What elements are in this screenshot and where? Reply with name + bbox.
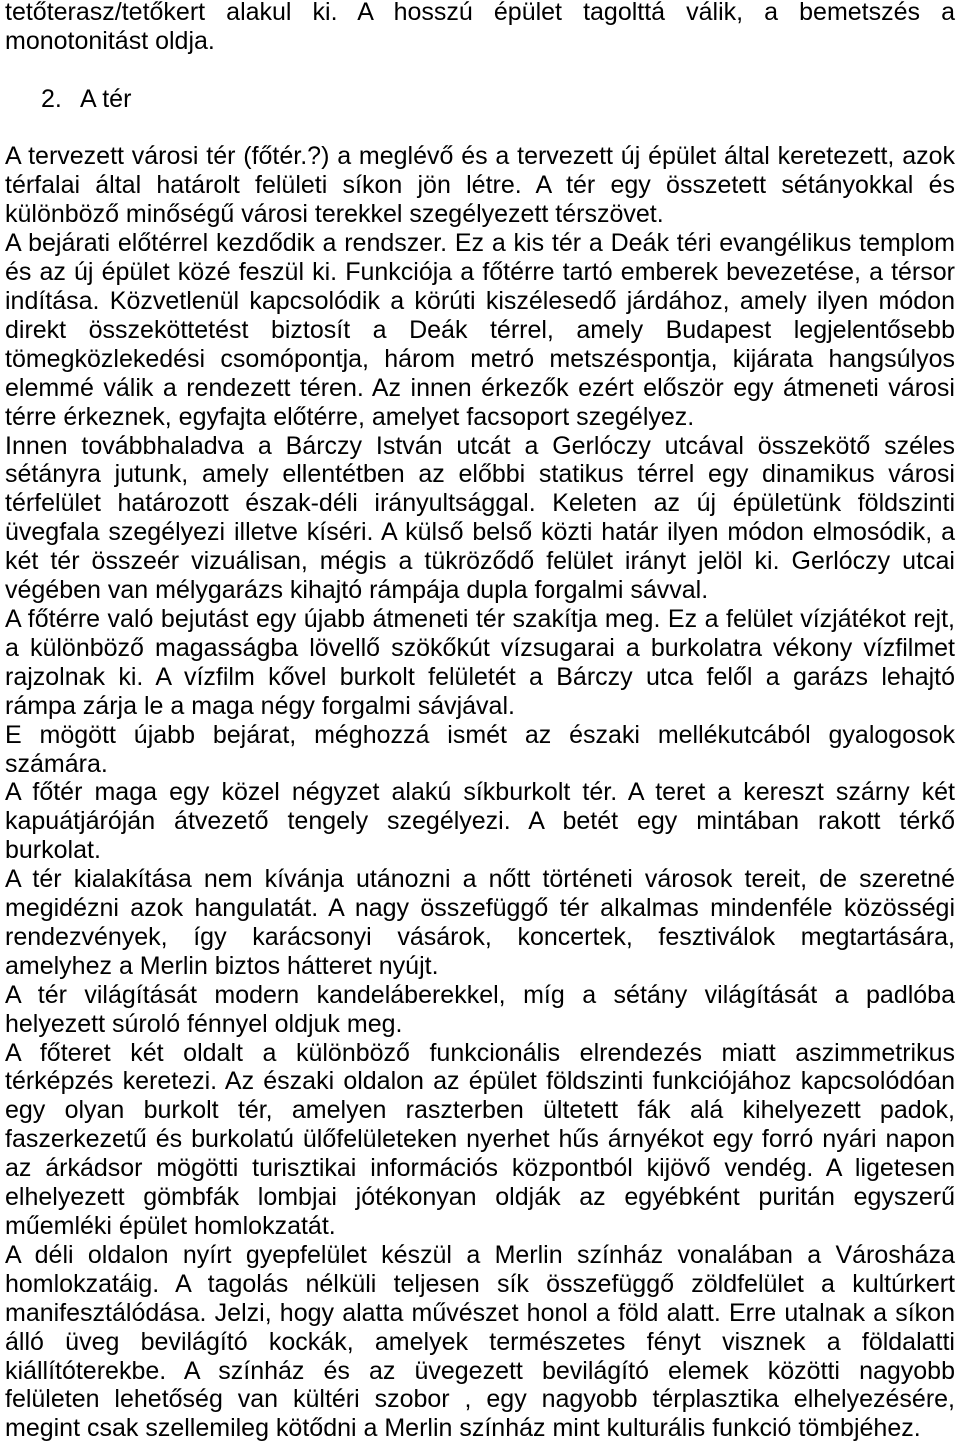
- text-line: rajzolnak ki. A vízfilm kővel burkolt felületét a Bárczy utca felől a garázs lehajtó: [5, 662, 955, 691]
- text-line: egy olyan burkolt tér, amelyen raszterben ültetett fák alá kihelyezett padok,: [5, 1096, 955, 1125]
- text-line: megint csak szellemileg kötődni a Merlin színház mint kulturális funkció tömbjéhez.: [5, 1414, 921, 1443]
- paragraph-continued: [5, 0, 955, 56]
- text-line: A bejárati előtérrel kezdődik a rendszer. Ez a kis tér a Deák téri evangélikus templom: [5, 229, 955, 258]
- text-line: A főtér maga egy közel négyzet alakú síkburkolt tér. A teret a kereszt szárny két: [5, 778, 955, 807]
- text-line: amelyhez a Merlin biztos hátteret nyújt.: [5, 951, 439, 980]
- text-line: rendezvények, így karácsonyi vásárok, koncertek, fesztiválok megtartására,: [5, 922, 955, 951]
- text-line: A tér világítását modern kandeláberekkel, míg a sétány világítását a padlóba: [5, 980, 955, 1009]
- text-line: tetőterasz/tetőkert alakul ki. A hosszú épület tagolttá válik, a bemetszés a: [5, 0, 955, 26]
- paragraph: [5, 432, 955, 605]
- paragraph: [5, 981, 955, 1039]
- text-line: E mögött újabb bejárat, méghozzá ismét az északi mellékutcából gyalogosok: [5, 720, 955, 749]
- text-line: Innen továbbhaladva a Bárczy István utcát a Gerlóczy utcával összekötő széles: [5, 431, 955, 460]
- text-line: A tervezett városi tér (főtér.?) a meglévő és a tervezett új épület által keretezett, azok: [5, 142, 955, 171]
- text-line: térfelület határozott észak-déli irányultsággal. Keleten az új épületünk földszinti: [5, 489, 955, 518]
- blank-line: [5, 114, 955, 143]
- text-line: rámpa zárja le a maga négy forgalmi sávjával.: [5, 691, 515, 720]
- text-line: burkolat.: [5, 836, 101, 865]
- text-line: felületen lehetőség van kültéri szobor , egy nagyobb térplasztika elhelyezésére,: [5, 1385, 955, 1414]
- text-line: elhelyezett gömbfák lombjai jótékonyan oldják az egyébként puritán egyszerű: [5, 1183, 955, 1212]
- text-line: megidézni azok hangulatát. A nagy összefüggő tér alkalmas mindenféle közösségi: [5, 894, 955, 923]
- document-page: [5, 0, 955, 1443]
- paragraph: [5, 229, 955, 431]
- text-line: sétányra jutunk, amely ellentétben az előbbi statikus térrel egy dinamikus városi: [5, 460, 955, 489]
- text-line: kapuátjáróján átvezető tengely szegélyezi. A betét egy mintában rakott térkő: [5, 807, 955, 836]
- paragraph: [5, 142, 955, 229]
- paragraph: [5, 778, 955, 865]
- paragraph: [5, 605, 955, 721]
- text-line: különböző minőségű városi terekkel szegélyezett térszövet.: [5, 200, 664, 229]
- text-line: az árkádsor mögötti turisztikai információs központból kijövő vendég. A ligetesen: [5, 1154, 955, 1183]
- text-line: elemmé válik a rendezett téren. Az innen érkezők ezért először egy átmeneti városi: [5, 373, 955, 402]
- blank-line: [5, 56, 955, 85]
- text-line: A főtérre való bejutást egy újabb átmeneti tér szakítja meg. Ez a felület vízjátékot rejt,: [5, 604, 955, 633]
- text-line: térképzés keretezi. Az északi oldalon az épület földszinti funkciójához kapcsolódóan: [5, 1067, 955, 1096]
- section-number: 2.: [41, 84, 62, 113]
- text-line: végében van mélygarázs kihajtó rámpája dupla forgalmi sávval.: [5, 576, 709, 605]
- text-line: álló üveg bevilágító kockák, amelyek természetes fényt visznek a földalatti: [5, 1327, 955, 1356]
- text-line: helyezett súroló fénnyel oldjuk meg.: [5, 1009, 403, 1038]
- paragraph: [5, 1039, 955, 1241]
- text-line: térre érkeznek, egyfajta előtérre, amelyet facsoport szegélyez.: [5, 402, 695, 431]
- text-line: számára.: [5, 749, 108, 778]
- section-title: A tér: [80, 84, 132, 113]
- paragraph: [5, 721, 955, 779]
- text-line: A déli oldalon nyírt gyepfelület készül a Merlin színház vonalában a Városháza: [5, 1240, 955, 1269]
- paragraph: [5, 865, 955, 981]
- text-line: üvegfala szegélyezi illetve kíséri. A külső belső közti határ ilyen módon elmosódik, a: [5, 518, 955, 547]
- text-line: két tér összeér vizuálisan, mégis a tükröződő felület irányt jelöl ki. Gerlóczy utcai: [5, 547, 955, 576]
- text-line: manifesztálódása. Jelzi, hogy alatta művészet honol a föld alatt. Erre utalnak a síkon: [5, 1298, 955, 1327]
- text-line: faszerkezetű és burkolatú ülőfelületeken nyerhet hűs árnyékot egy forró nyári napon: [5, 1125, 955, 1154]
- text-line: direkt összeköttetést biztosít a Deák térrel, amely Budapest legjelentősebb: [5, 315, 955, 344]
- text-line: A főteret két oldalt a különböző funkcionális elrendezés miatt aszimmetrikus: [5, 1038, 955, 1067]
- text-line: monotonitást oldja.: [5, 26, 215, 55]
- text-line: a különböző magasságba lövellő szökőkút vízsugarai a burkolatra vékony vízfilmet: [5, 633, 955, 662]
- text-line: A tér kialakítása nem kívánja utánozni a nőtt történeti városok tereit, de szeretné: [5, 865, 955, 894]
- text-line: tömegközlekedési csomópontja, három metró metszéspontja, kijárata hangsúlyos: [5, 344, 955, 373]
- text-line: indítása. Közvetlenül kapcsolódik a körúti kiszélesedő járdához, amely ilyen módon: [5, 287, 955, 316]
- text-line: kiállítóterekbe. A színház és az üvegezett bevilágító elemek közötti nagyobb: [5, 1356, 955, 1385]
- text-line: és az új épület közé feszül ki. Funkciója a főtérre tartó emberek bevezetése, a térsor: [5, 258, 955, 287]
- section-heading: [5, 85, 955, 114]
- text-line: homlokzatáig. A tagolás nélküli teljesen sík összefüggő zöldfelület a kultúrkert: [5, 1269, 955, 1298]
- paragraph: [5, 1241, 955, 1443]
- text-line: térfalai által határolt felületi síkon jön létre. A tér egy összetett sétányokkal és: [5, 171, 955, 200]
- text-line: műemléki épület homlokzatát.: [5, 1212, 336, 1241]
